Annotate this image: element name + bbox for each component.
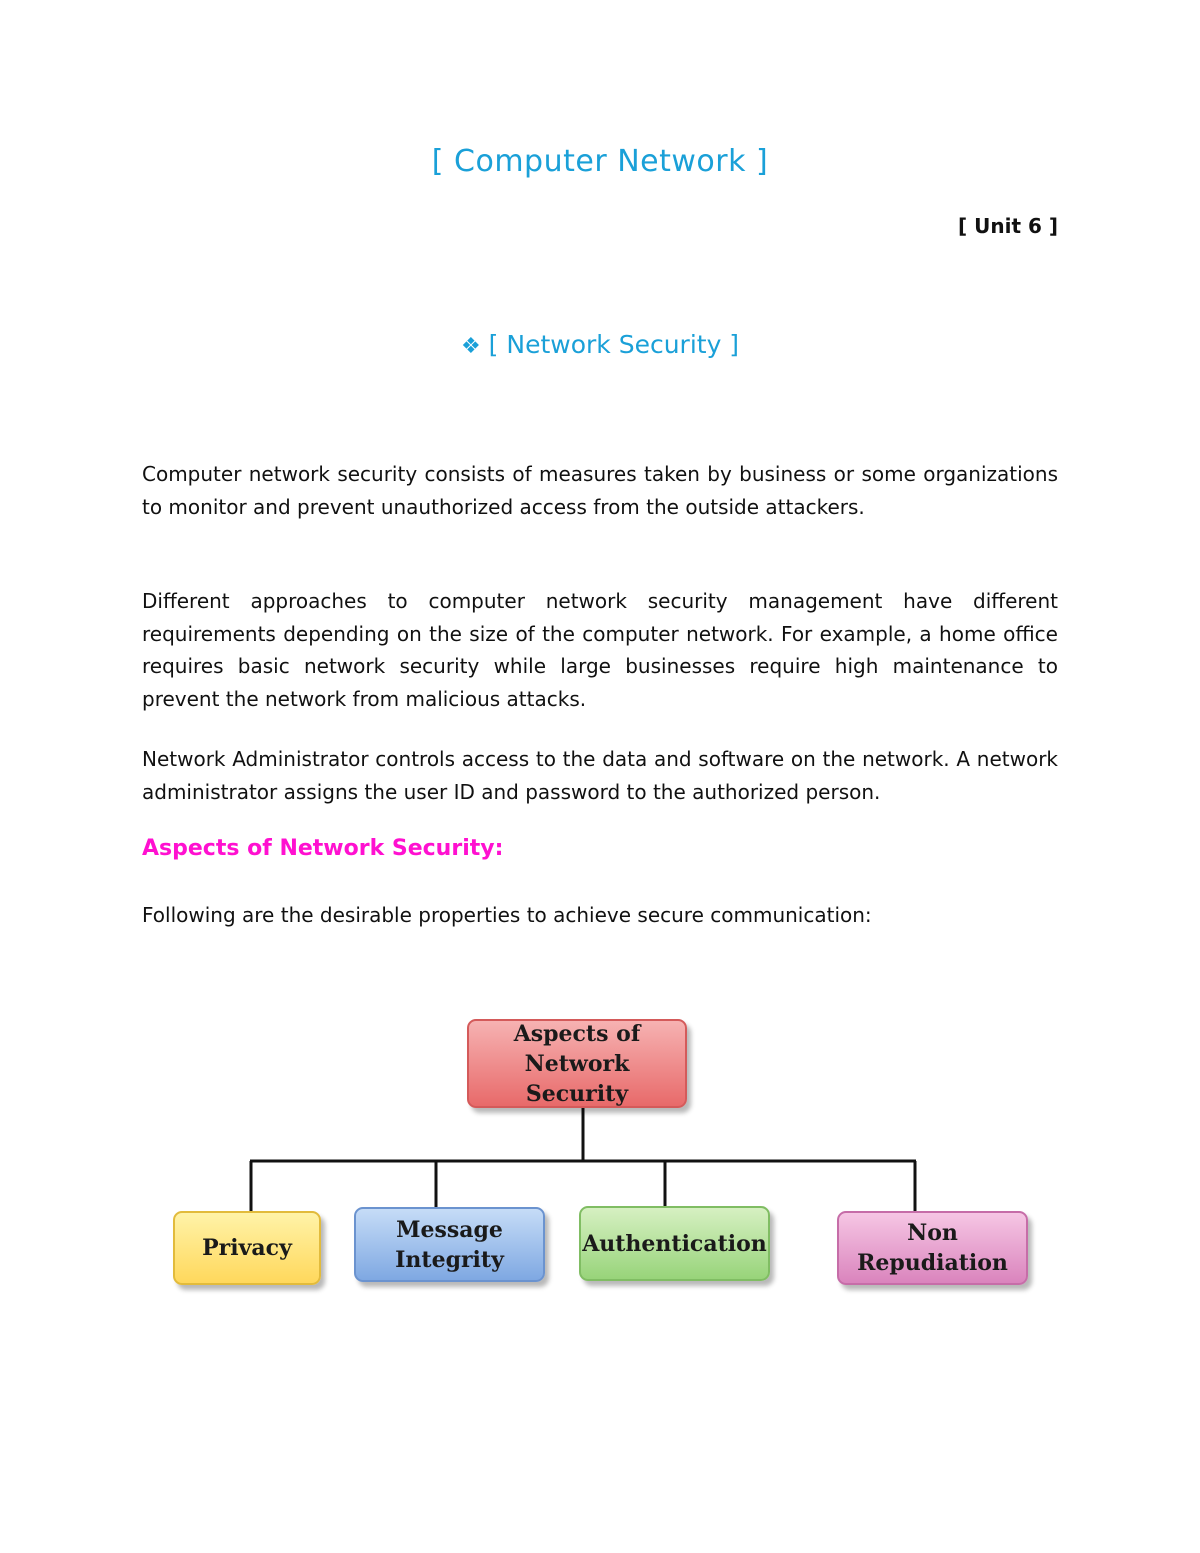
diagram-node-message-integrity xyxy=(354,1207,545,1282)
diagram-node-privacy xyxy=(173,1211,321,1285)
diagram-node-authentication xyxy=(579,1206,770,1281)
privacy-node-label: Privacy xyxy=(202,1235,292,1261)
paragraph-administrator: Network Administrator controls access to the data and software on the network. A network administrator assigns the user ID and password to the authorized person. xyxy=(142,747,1058,804)
paragraph-properties-intro: Following are the desirable properties to achieve secure communication: xyxy=(142,903,872,927)
unit-label: [ Unit 6 ] xyxy=(958,214,1058,238)
non-repudiation-node-line2: Repudiation xyxy=(857,1250,1008,1276)
diagram-node-non-repudiation xyxy=(837,1211,1028,1285)
root-node-line1: Aspects of Network xyxy=(513,1020,641,1077)
paragraph-approaches: Different approaches to computer network security management have different requirements depending on the size of the computer network. For example, a home office requires basic network security while large businesses require high maintenance to prevent the network from malicious attacks. xyxy=(142,589,1058,711)
authentication-node-label: Authentication xyxy=(582,1230,767,1257)
integrity-node-line1: Message xyxy=(396,1216,503,1243)
diamond-bullet-icon: ❖ xyxy=(460,334,481,359)
integrity-node-line2: Integrity xyxy=(395,1246,504,1273)
paragraph-intro: Computer network security consists of measures taken by business or some organizations to monitor and prevent unauthorized access from the outside attackers. xyxy=(142,462,1058,519)
diagram-root-node xyxy=(467,1019,687,1108)
non-repudiation-node-line1: Non xyxy=(907,1220,958,1246)
section-heading xyxy=(0,330,1200,359)
section-heading-text: [ Network Security ] xyxy=(488,330,740,359)
root-node-line2: Security xyxy=(525,1080,629,1107)
aspects-subheading: Aspects of Network Security: xyxy=(142,836,504,861)
document-title: [ Computer Network ] xyxy=(431,144,769,179)
